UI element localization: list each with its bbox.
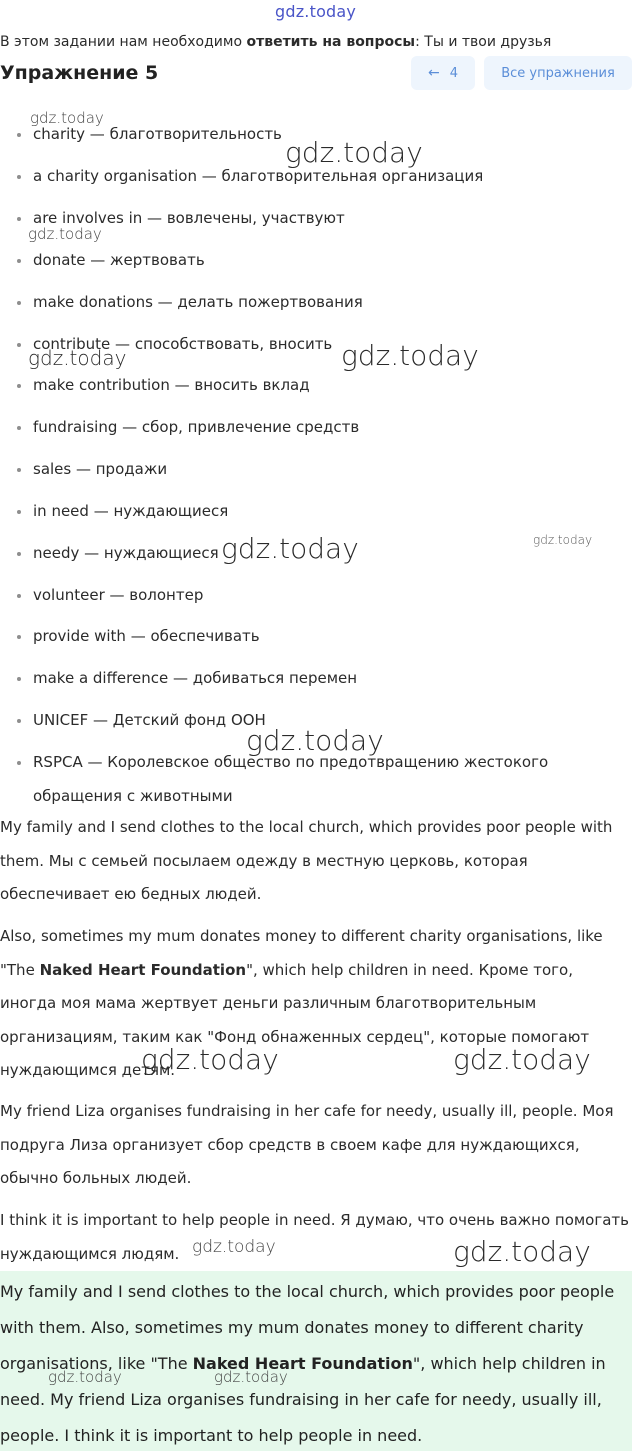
- answer-text: My family and I send clothes to the local church, which provides poor people with them. Also, sometimes my mum donates money to different charity organisations, like "The Naked Heart Foundation", which help children in need. My friend Liza organises fundraising in her cafe for needy, usually ill, people. I think it is important to help people in need.: [0, 1282, 615, 1445]
- intro-text: В этом задании нам необходимо ответить на вопросы: Ты и твои друзья: [0, 34, 552, 50]
- previous-exercise-button[interactable]: [411, 56, 475, 90]
- previous-exercise-label: 4: [449, 65, 458, 81]
- paragraph-2: Also, sometimes my mum donates money to different charity organisations, like "The Naked Heart Foundation", which help children in need. Кроме того, иногда моя мама жертвует деньги различным благотворительным организациям, таким как "Фонд обнаженных сердец", которые помогают нуждающимся детям.: [0, 927, 603, 1079]
- watermark: gdz.today: [341, 339, 479, 372]
- watermark: gdz.today: [192, 1237, 276, 1257]
- watermark: gdz.today: [28, 225, 102, 243]
- paragraph-1: My family and I send clothes to the local church, which provides poor people with them. Мы с семьей посылаем одежду в местную церковь, которая обеспечивает ею бедных людей.: [0, 818, 613, 903]
- paragraph-4: I think it is important to help people in need. Я думаю, что очень важно помогать нуждающимся людям.: [0, 1211, 630, 1263]
- watermark: gdz.today: [141, 1043, 279, 1076]
- all-exercises-button[interactable]: [484, 56, 632, 90]
- watermark: gdz.today: [214, 1368, 288, 1386]
- watermark: gdz.today: [285, 136, 423, 169]
- watermark: gdz.today: [246, 724, 384, 757]
- watermark: gdz.today: [533, 533, 593, 547]
- watermark: gdz.today: [28, 346, 127, 370]
- watermark: gdz.today: [453, 1043, 591, 1076]
- watermark: gdz.today: [48, 1368, 122, 1386]
- arrow-left-icon: ←: [427, 65, 440, 81]
- watermark: gdz.today: [453, 1235, 591, 1268]
- watermark-top: gdz.today: [275, 2, 357, 21]
- watermark: gdz.today: [30, 109, 104, 127]
- exercise-title: Упражнение 5: [0, 62, 159, 84]
- watermark: gdz.today: [221, 532, 359, 565]
- all-exercises-label: Все упражнения: [501, 65, 615, 81]
- paragraph-3: My friend Liza organises fundraising in her cafe for needy, usually ill, people. Моя подруга Лиза организует сбор средств в своем кафе для нуждающихся, обычно больных людей.: [0, 1102, 614, 1187]
